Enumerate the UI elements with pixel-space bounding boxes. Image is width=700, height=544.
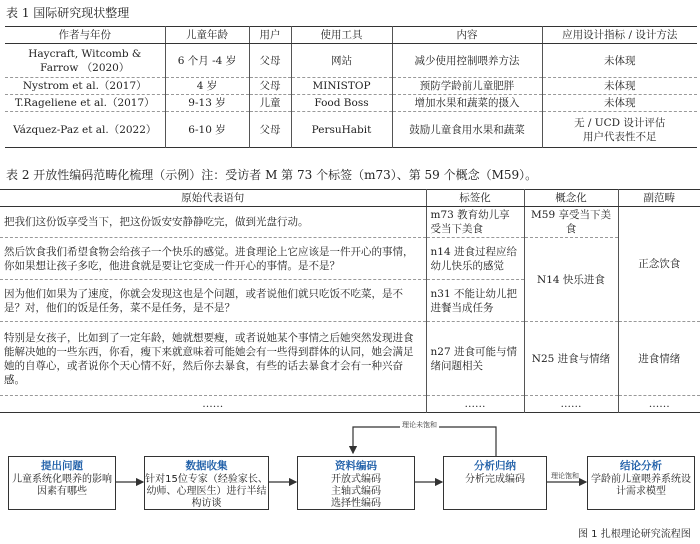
cell-tag: n31 不能让幼儿把进餐当成任务 — [426, 280, 524, 322]
cell-age: 9-13 岁 — [165, 95, 249, 112]
col-header: 应用设计指标 / 设计方法 — [542, 27, 697, 44]
col-header: 内容 — [392, 27, 542, 44]
table-row — [0, 207, 700, 238]
cell-author: T.Rageliene et al.（2017） — [5, 95, 165, 112]
grounded-theory-flowchart — [0, 404, 700, 544]
cell-concept: M59 享受当下美食 — [524, 207, 618, 238]
cell-tool: PersuHabit — [291, 112, 392, 148]
cell-user: 父母 — [249, 44, 291, 78]
cell-design: 未体现 — [542, 44, 697, 78]
table-row — [5, 112, 697, 148]
cell-user: 父母 — [249, 112, 291, 148]
col-header: 儿童年龄 — [165, 27, 249, 44]
col-header: 原始代表语句 — [0, 190, 426, 207]
table-row — [5, 95, 697, 112]
cell-tag: n14 进食过程应给幼儿快乐的感觉 — [426, 238, 524, 280]
cell-quote: 然后饮食我们希望食物会给孩子一个快乐的感觉。进食理论上它应该是一件开心的事情，你如果想让孩子多吃，他进食就是要让它变成一件开心的事情。是不是？ — [0, 238, 426, 280]
cell-content: 减少使用控制喂养方法 — [392, 44, 542, 78]
cell-author: Vázquez-Paz et al.（2022） — [5, 112, 165, 148]
cell-design: 未体现 — [542, 95, 697, 112]
col-header: 使用工具 — [291, 27, 392, 44]
table-research-status — [5, 26, 697, 148]
cell-author: Nystrom et al.（2017） — [5, 78, 165, 95]
cell-subcategory: 正念饮食 — [618, 207, 700, 322]
arrow-label: 理论饱和 — [551, 472, 579, 480]
cell-content: 预防学龄前儿童肥胖 — [392, 78, 542, 95]
flow-box-problem: 提出问题 儿童系统化喂养的影响因素有哪些 — [8, 456, 116, 510]
col-header: 作者与年份 — [5, 27, 165, 44]
cell-content: 鼓励儿童食用水果和蔬菜 — [392, 112, 542, 148]
cell-age: 6 个月 -4 岁 — [165, 44, 249, 78]
flow-box-coding: 资料编码 开放式编码 主轴式编码 选择性编码 — [297, 456, 415, 510]
col-header: 概念化 — [524, 190, 618, 207]
col-header: 用户 — [249, 27, 291, 44]
feedback-loop-arrow — [353, 427, 496, 456]
cell-quote: 把我们这份饭享受当下，把这份饭安安静静吃完，做到光盘行动。 — [0, 207, 426, 238]
cell-author: Haycraft, Witcomb & Farrow （2020） — [5, 44, 165, 78]
cell-subcategory: 进食情绪 — [618, 322, 700, 396]
cell-age: 4 岁 — [165, 78, 249, 95]
cell-concept: N14 快乐进食 — [524, 238, 618, 322]
col-header: 标签化 — [426, 190, 524, 207]
cell-concept: …… — [524, 396, 618, 413]
figure-caption: 图 1 扎根理论研究流程图 — [578, 529, 691, 540]
cell-user: 儿童 — [249, 95, 291, 112]
cell-quote: 因为他们如果为了速度，你就会发现这也是个问题，或者说他们就只吃饭不吃菜，是不是？对，他们的饭是任务，菜不是任务，是不是？ — [0, 280, 426, 322]
cell-tool: MINISTOP — [291, 78, 392, 95]
loop-label: 理论未饱和 — [402, 421, 437, 429]
cell-design: 无 / UCD 设计评估 用户代表性不足 — [542, 112, 697, 148]
cell-tool: Food Boss — [291, 95, 392, 112]
table-row — [0, 322, 700, 396]
cell-age: 6-10 岁 — [165, 112, 249, 148]
cell-quote: 特别是女孩子，比如到了一定年龄，她就想要瘦，或者说她某个事情之后她突然发现进食能解决她的一些东西，你看，瘦下来就意味着可能她会有一些得到群体的认同，她会满足她的自尊心，或者说你个天心情不好，然后你去暴食，有些的话去暴食才会有一种兴奋感。 — [0, 322, 426, 396]
flow-box-analysis: 分析归纳 分析完成编码 — [443, 456, 547, 510]
cell-tool: 网站 — [291, 44, 392, 78]
cell-tag: m73 教育幼儿享受当下美食 — [426, 207, 524, 238]
cell-design: 未体现 — [542, 78, 697, 95]
table1-caption: 表 1 国际研究现状整理 — [6, 6, 130, 20]
table-row — [5, 44, 697, 78]
cell-user: 父母 — [249, 78, 291, 95]
cell-subcategory: …… — [618, 396, 700, 413]
flow-box-conclusion: 结论分析 学龄前儿童喂养系统设计需求模型 — [587, 456, 695, 510]
table-row — [5, 78, 697, 95]
cell-tag: n27 进食可能与情绪问题相关 — [426, 322, 524, 396]
table-header-row — [5, 27, 697, 44]
cell-tag: …… — [426, 396, 524, 413]
cell-content: 增加水果和蔬菜的摄入 — [392, 95, 542, 112]
table-row — [0, 238, 700, 280]
flow-box-data-collection: 数据收集 针对15位专家（经验家长、幼师、心理医生）进行半结构访谈 — [144, 456, 269, 510]
table-header-row — [0, 190, 700, 207]
cell-concept: N25 进食与情绪 — [524, 322, 618, 396]
table-open-coding — [0, 189, 700, 413]
col-header: 副范畴 — [618, 190, 700, 207]
cell-quote: …… — [0, 396, 426, 413]
table2-caption: 表 2 开放性编码范畴化梳理（示例）注：受访者 M 第 73 个标签（m73）、第 59 个概念（M59）。 — [6, 168, 538, 182]
